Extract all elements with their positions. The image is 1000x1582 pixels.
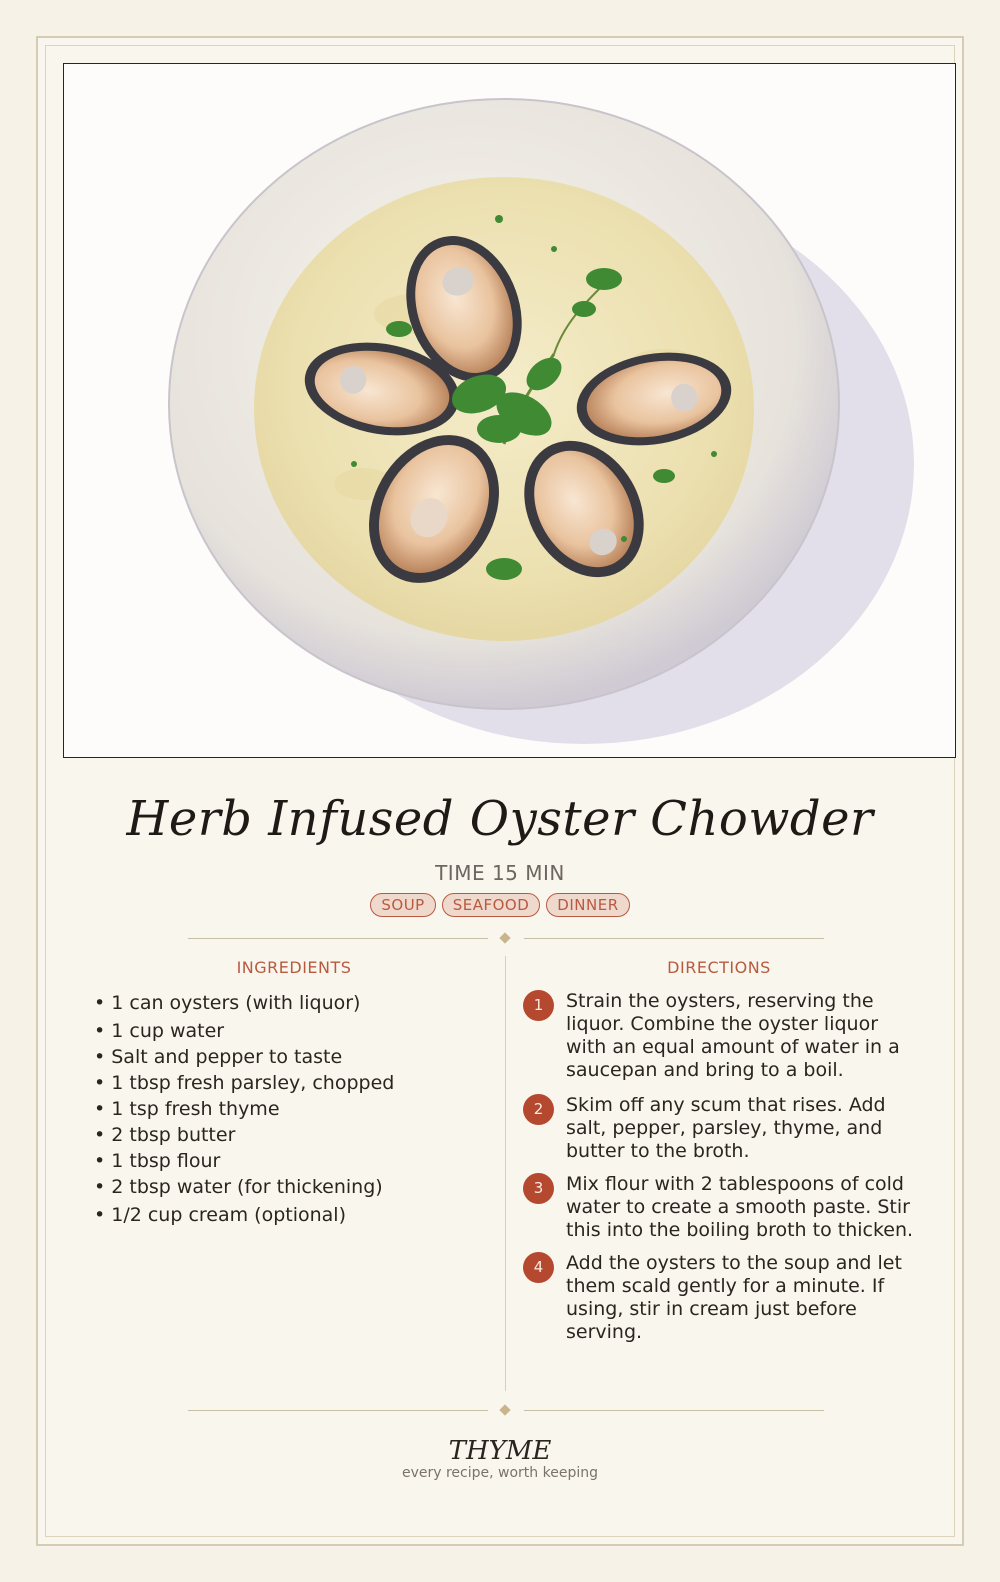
ingredient-item: • 1 tbsp flour (94, 1150, 221, 1172)
step-text: Add the oysters to the soup and let them scald gently for a minute. If using, stir in cream just before serving. (566, 1252, 902, 1343)
direction-step (522, 1094, 922, 1163)
ingredient-item: • 2 tbsp water (for thickening) (94, 1176, 383, 1198)
column-divider (505, 956, 506, 1391)
directions-heading: DIRECTIONS (667, 958, 771, 977)
ingredient-item: • Salt and pepper to taste (94, 1046, 343, 1068)
direction-step (522, 1252, 922, 1344)
ingredients-list (94, 990, 394, 1228)
step-number: 4 (523, 1252, 554, 1283)
chowder-illustration (64, 64, 954, 756)
step-text: Strain the oysters, reserving the liquor. Combine the oyster liquor with an equal amount of water in a saucepan and bring to a boil. (566, 990, 900, 1081)
tag-seafood[interactable]: SEAFOOD (442, 893, 541, 917)
direction-step (522, 1173, 922, 1242)
brand-logo: THYME (448, 1436, 552, 1466)
divider-top (188, 933, 824, 945)
tag-list (46, 893, 954, 917)
recipe-title: Herb Infused Oyster Chowder (126, 791, 874, 847)
diamond-ornament (499, 932, 510, 943)
ingredient-item: • 1 tsp fresh thyme (94, 1098, 280, 1120)
ingredients-heading: INGREDIENTS (236, 958, 352, 977)
step-text: Mix flour with 2 tablespoons of cold water to create a smooth paste. Stir this into the boiling broth to thicken. (566, 1173, 914, 1241)
ingredient-item: • 1/2 cup cream (optional) (94, 1204, 347, 1226)
cook-time: TIME 15 MIN (435, 861, 565, 885)
recipe-photo (63, 63, 956, 758)
step-number: 1 (523, 990, 554, 1021)
ingredient-item: • 2 tbsp butter (94, 1124, 236, 1146)
recipe-card (36, 36, 964, 1546)
ingredient-item: • 1 tbsp fresh parsley, chopped (94, 1072, 395, 1094)
step-text: Skim off any scum that rises. Add salt, pepper, parsley, thyme, and butter to the broth. (566, 1094, 886, 1162)
diamond-ornament (499, 1404, 510, 1415)
brand-tagline: every recipe, worth keeping (401, 1465, 598, 1481)
card-inner-border (45, 45, 955, 1537)
direction-step (522, 990, 922, 1082)
step-number: 2 (523, 1094, 554, 1125)
directions-list (522, 990, 922, 1344)
divider-bottom (188, 1405, 824, 1417)
tag-dinner[interactable]: DINNER (546, 893, 629, 917)
ingredient-item: • 1 cup water (94, 1020, 225, 1042)
step-number: 3 (523, 1173, 554, 1204)
tag-soup[interactable]: SOUP (370, 893, 435, 917)
ingredient-item: • 1 can oysters (with liquor) (94, 992, 361, 1014)
